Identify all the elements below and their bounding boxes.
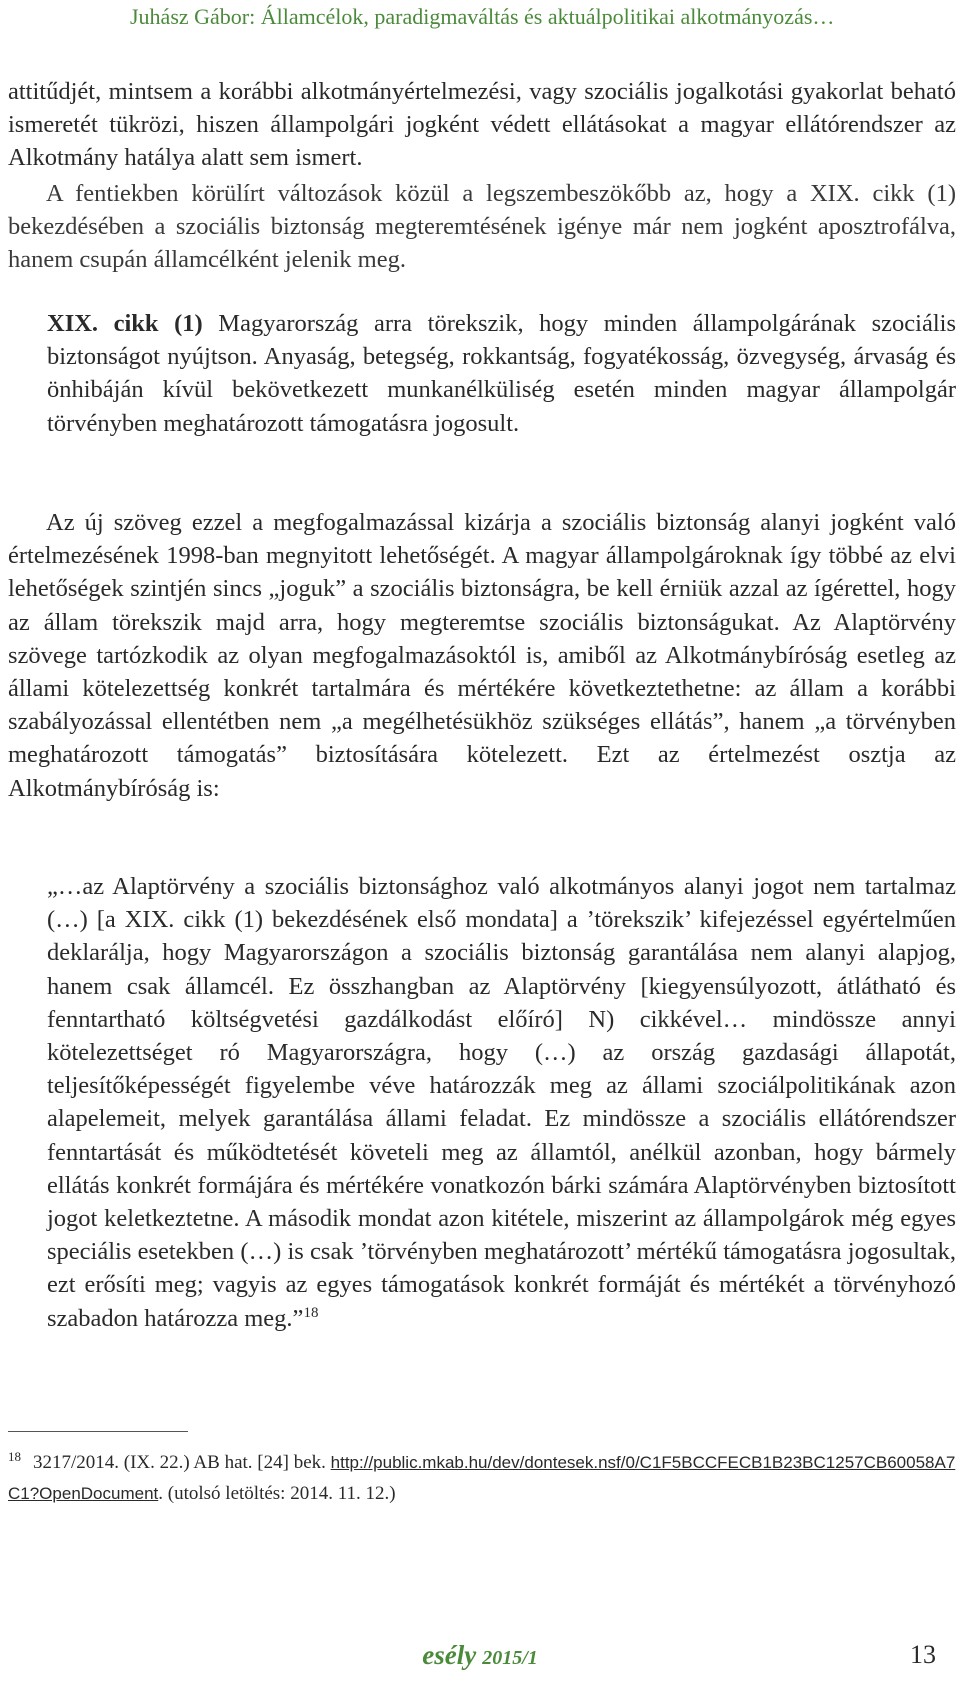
footnote-number: 18	[8, 1448, 21, 1464]
law-article-text: Magyarország arra törekszik, hogy minden állampolgárának szociális biztonságot nyújtson. Anyaság, betegség, rokkantság, fogyatékosság, özvegység, árvaság és önhibáján kívül bekövetkezett munkanélküliség esetén minden magyar állampolgár törvényben meghatározott támogatásra jogosult.	[47, 310, 956, 437]
body-paragraph	[8, 506, 956, 805]
footnote-reference[interactable]: 18	[303, 1304, 319, 1321]
footnote-link[interactable]: http://public.mkab.hu/dev/dontesek.nsf/0/C1F5BCCFECB1B23BC1257CB60058A7C1?OpenDocument	[8, 1453, 956, 1503]
court-quote-body: „…az Alaptörvény a szociális biztonsághoz való alkotmányos alanyi jogot nem tartalmaz (…) [a XIX. cikk (1) bekezdésének első mondata] a ’törekszik’ kifejezéssel egyértelműen deklarálja, hogy Magyarországon a szociális biztonság garantálása nem alanyi alapjog, hanem csak államcél. Ez összhangban az Alaptörvény [kiegyensúlyozott, átlátható és fenntartható költségvetési gazdálkodást előíró] N) cikkével… mindössze annyi kötelezettséget ró Magyarországra, hogy (…) az ország gazdasági állapotát, teljesítőképességét figyelembe véve határozzák meg az állami szociálpolitikának azon alapelemeit, melyek garantálása állami feladat. Ez mindössze a szociális ellátórendszer fenntartását és működtetését követeli meg az államtól, anélkül azonban, hogy bármely ellátás konkrét formájára és mértékére vonatkozón bárki számára Alaptörvényben biztosított jogot keletkeztetne. A második mondat azon kitétele, miszerint az állampolgárok még egyes speciális esetekben (…) is csak ’törvényben meghatározott’ mértékű támogatásra jogosultak, ezt erősíti meg; vagyis az egyes támogatások konkrét formáját és mértékét a törvényhozó szabadon határozza meg.”	[47, 873, 956, 1332]
body-paragraph	[8, 177, 956, 277]
footnote-download-date: . (utolsó letöltés: 2014. 11. 12.)	[158, 1483, 396, 1504]
page-number: 13	[910, 1640, 936, 1669]
footnote-citation: 3217/2014. (IX. 22.) AB hat. [24] bek.	[33, 1452, 331, 1473]
paragraph-text: A fentiekben körülírt változások közül a legszembeszökőbb az, hogy a XIX. cikk (1) bekezdésében a szociális biztonság megteremtésének igénye már nem jogként aposztrofálva, hanem csupán államcélként jelenik meg.	[8, 180, 956, 274]
journal-issue: 2015/1	[482, 1647, 538, 1669]
law-article-reference: XIX. cikk (1)	[47, 310, 203, 337]
body-paragraph	[8, 75, 956, 175]
running-title: Juhász Gábor: Államcélok, paradigmaváltás és aktuálpolitikai alkotmányozás…	[130, 4, 835, 29]
court-quote-text	[47, 870, 956, 1335]
paragraph-text: Az új szöveg ezzel a megfogalmazással kizárja a szociális biztonság alanyi jogként való értelmezésének 1998-ban megnyitott lehetőségét. A magyar állampolgároknak így többé az elvi lehetőségek szintjén sincs „joguk” a szociális biztonságra, be kell érniük azzal az ígérettel, hogy az állam törekszik majd arra, hogy megteremtse szociális biztonságukat. Az Alaptörvény szövege tartózkodik az olyan megfogalmazásoktól is, amiből az Alkotmánybíróság esetleg az állami kötelezettség konkrét tartalmára és mértékére következtethetne: az állam a korábbi szabályozással ellentétben nem „a megélhetésükhöz szükséges ellátás”, hanem „a törvényben meghatározott támogatás” biztosítására kötelezett. Ezt az értelmezést osztja az Alkotmánybíróság is:	[8, 509, 956, 802]
footnote	[8, 1447, 956, 1509]
journal-name: esély	[422, 1640, 477, 1670]
court-quote	[47, 870, 956, 1335]
journal-footer	[0, 1640, 960, 1671]
law-quote	[47, 307, 956, 440]
footnote-divider	[8, 1431, 188, 1432]
law-quote-text	[47, 307, 956, 440]
paragraph-text: attitűdjét, mintsem a korábbi alkotmányértelmezési, vagy szociális jogalkotási gyakorlat beható ismeretét tükrözi, hiszen állampolgári jogként védett ellátásokat a magyar ellátórendszer az Alkotmány hatálya alatt sem ismert.	[8, 78, 956, 172]
